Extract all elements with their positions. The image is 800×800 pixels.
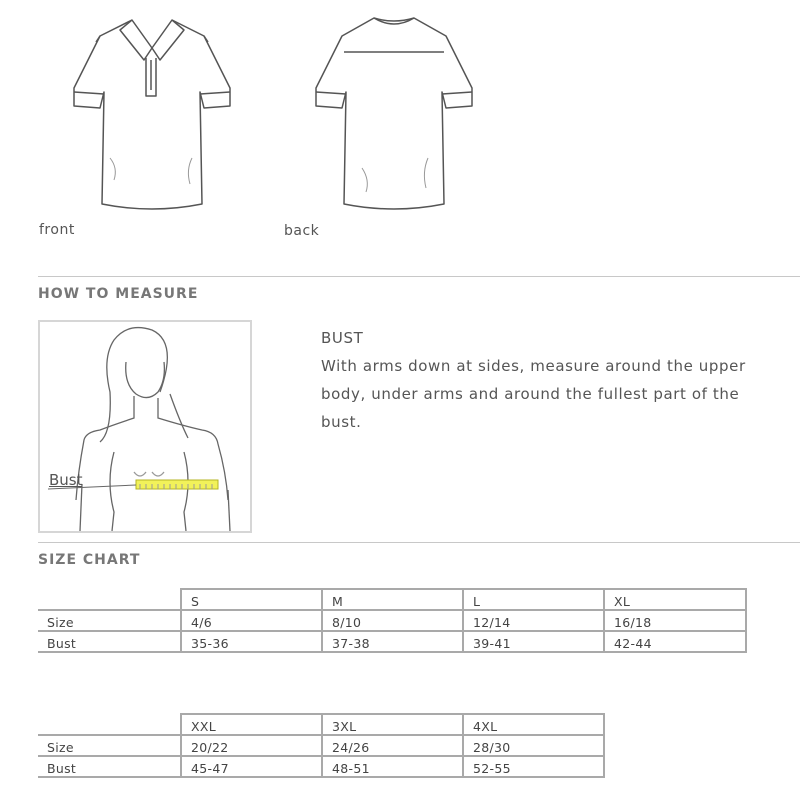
row-label: Bust <box>38 631 181 652</box>
bust-heading: BUST <box>321 329 364 347</box>
table-cell: 24/26 <box>322 735 463 756</box>
size-chart-title: SIZE CHART <box>38 552 141 568</box>
table-header-cell: M <box>322 589 463 610</box>
table-cell: 48-51 <box>322 756 463 777</box>
measure-figure <box>38 320 252 533</box>
table-cell: 37-38 <box>322 631 463 652</box>
body-silhouette-illustration <box>40 322 250 531</box>
table-header-cell: L <box>463 589 604 610</box>
size-table <box>38 588 747 653</box>
table-corner-cell <box>38 714 181 735</box>
table-header-row <box>38 714 604 735</box>
back-label: back <box>284 223 320 239</box>
table-cell: 4/6 <box>181 610 322 631</box>
table-header-cell: 4XL <box>463 714 604 735</box>
bust-figure-label: Bust <box>49 471 83 489</box>
table-header-row <box>38 589 746 610</box>
table-cell: 20/22 <box>181 735 322 756</box>
table-cell: 35-36 <box>181 631 322 652</box>
front-label: front <box>39 222 75 238</box>
table-cell: 8/10 <box>322 610 463 631</box>
table-corner-cell <box>38 589 181 610</box>
row-label: Bust <box>38 756 181 777</box>
bust-description: With arms down at sides, measure around the upper body, under arms and around the fullest part of the bust. <box>321 357 746 431</box>
divider <box>38 276 800 277</box>
table-header-cell: XXL <box>181 714 322 735</box>
table-cell: 28/30 <box>463 735 604 756</box>
table-header-cell: S <box>181 589 322 610</box>
shirt-front-illustration <box>62 8 242 213</box>
table-cell: 52-55 <box>463 756 604 777</box>
shirt-back-illustration <box>304 8 484 213</box>
measure-instructions <box>321 324 781 436</box>
table-header-cell: XL <box>604 589 746 610</box>
table-row <box>38 631 746 652</box>
table-header-cell: 3XL <box>322 714 463 735</box>
table-cell: 12/14 <box>463 610 604 631</box>
table-row <box>38 610 746 631</box>
table-cell: 39-41 <box>463 631 604 652</box>
divider <box>38 542 800 543</box>
row-label: Size <box>38 610 181 631</box>
table-row <box>38 756 604 777</box>
row-label: Size <box>38 735 181 756</box>
table-cell: 42-44 <box>604 631 746 652</box>
how-to-measure-title: HOW TO MEASURE <box>38 286 199 302</box>
table-cell: 16/18 <box>604 610 746 631</box>
table-row <box>38 735 604 756</box>
table-cell: 45-47 <box>181 756 322 777</box>
size-table <box>38 713 605 778</box>
